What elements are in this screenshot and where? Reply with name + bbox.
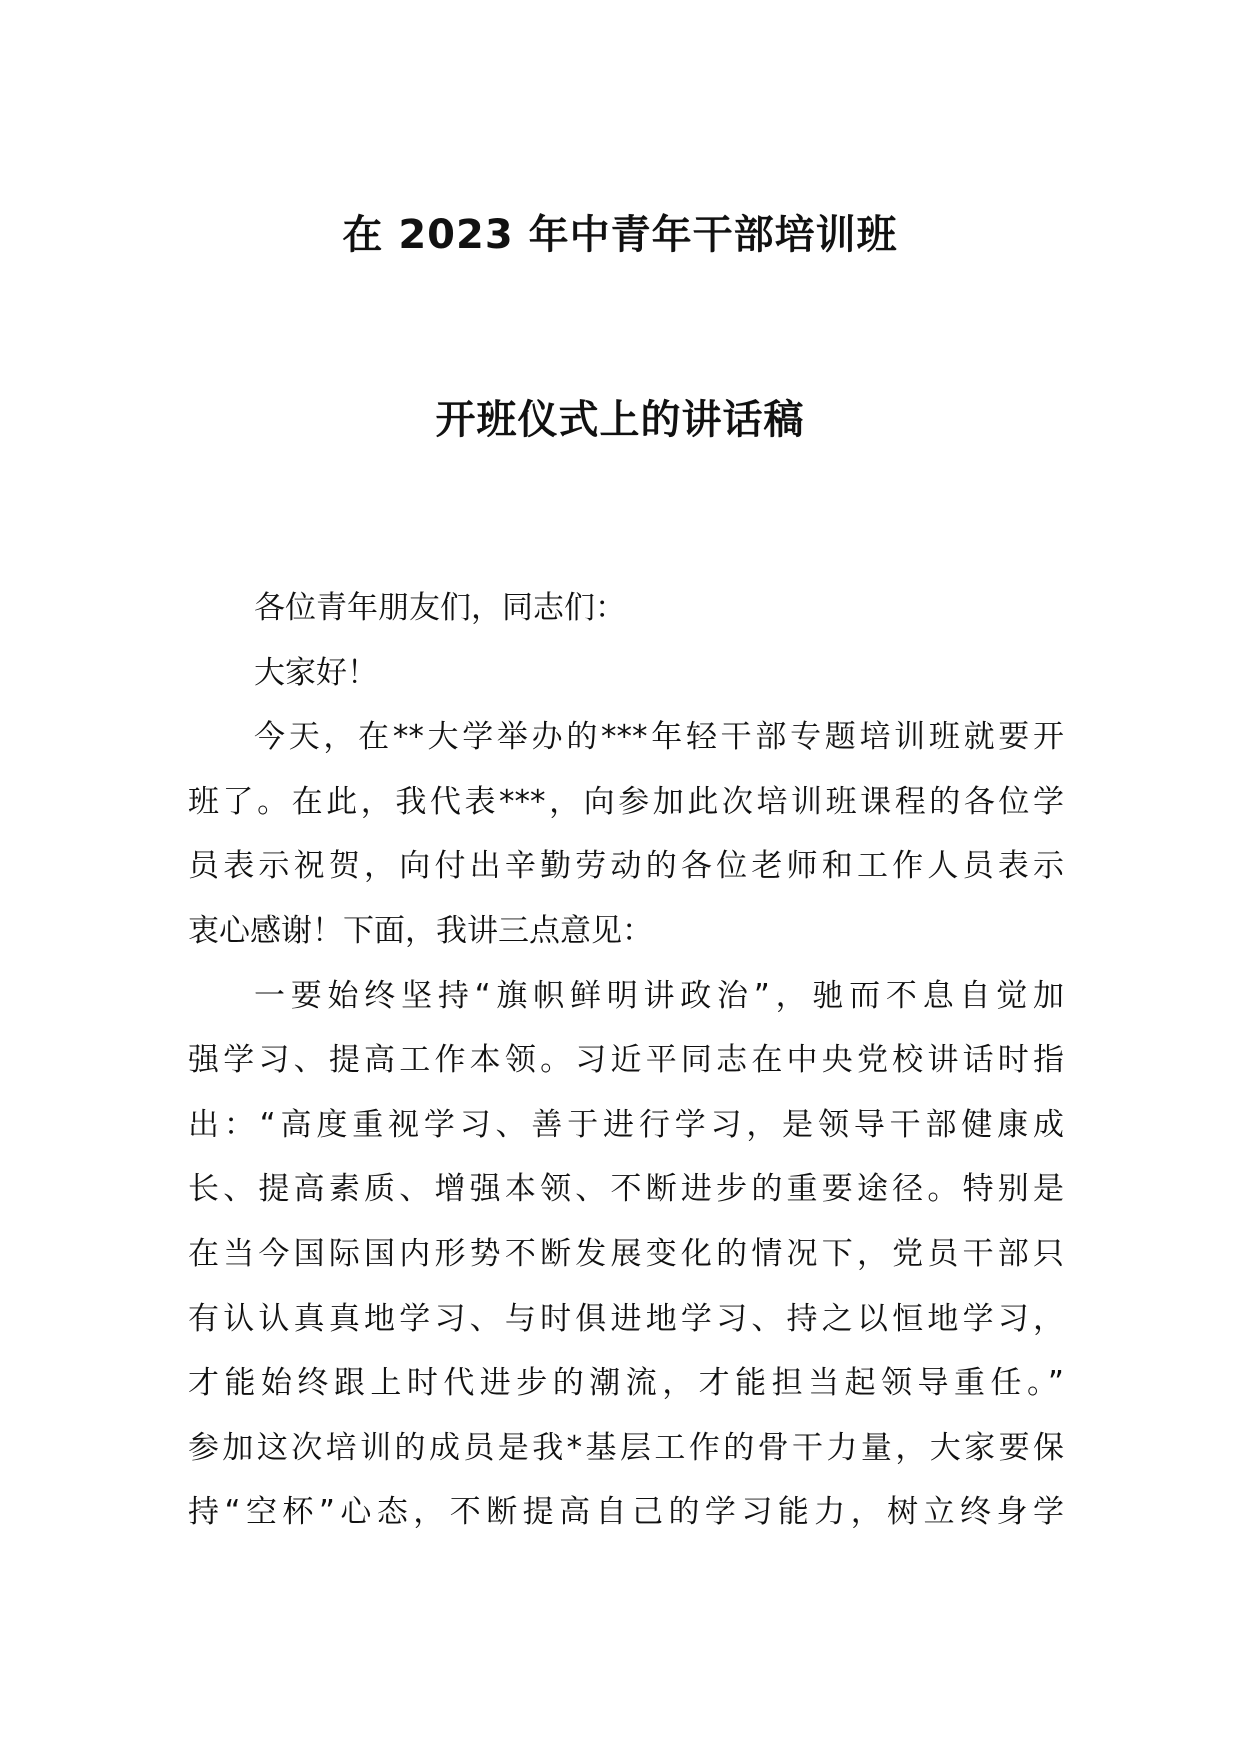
paragraph-line: 持“空杯”心态，不断提高自己的学习能力，树立终身学 xyxy=(188,1494,1064,1531)
paragraph-line: 有认认真真地学习、与时俱进地学习、持之以恒地学习， xyxy=(188,1300,1064,1337)
paragraph-line: 强学习、提高工作本领。习近平同志在中央党校讲话时指 xyxy=(188,1042,1064,1079)
paragraph-line: 一要始终坚持“旗帜鲜明讲政治”，驰而不息自觉加 xyxy=(254,977,1064,1014)
paragraph-line: 参加这次培训的成员是我*基层工作的骨干力量，大家要保 xyxy=(188,1429,1064,1466)
paragraph-line: 才能始终跟上时代进步的潮流，才能担当起领导重任。” xyxy=(188,1365,1064,1402)
paragraph-line: 班了。在此，我代表***，向参加此次培训班课程的各位学 xyxy=(188,783,1064,820)
document-title-line-2: 开班仪式上的讲话稿 xyxy=(435,397,805,443)
salutation: 各位青年朋友们，同志们： xyxy=(254,590,626,626)
paragraph-line: 今天，在**大学举办的***年轻干部专题培训班就要开 xyxy=(254,719,1064,756)
paragraph-line: 长、提高素质、增强本领、不断进步的重要途径。特别是 xyxy=(188,1171,1064,1208)
paragraph-line: 员表示祝贺，向付出辛勤劳动的各位老师和工作人员表示 xyxy=(188,848,1064,885)
document-title-line-1: 在 2023 年中青年干部培训班 xyxy=(342,212,898,258)
paragraph-line: 在当今国际国内形势不断发展变化的情况下，党员干部只 xyxy=(188,1235,1064,1272)
greeting: 大家好！ xyxy=(254,654,378,691)
paragraph-line: 出：“高度重视学习、善于进行学习，是领导干部健康成 xyxy=(188,1106,1064,1143)
document-body xyxy=(188,576,1064,1545)
paragraph-line: 衷心感谢！下面，我讲三点意见： xyxy=(188,912,653,949)
